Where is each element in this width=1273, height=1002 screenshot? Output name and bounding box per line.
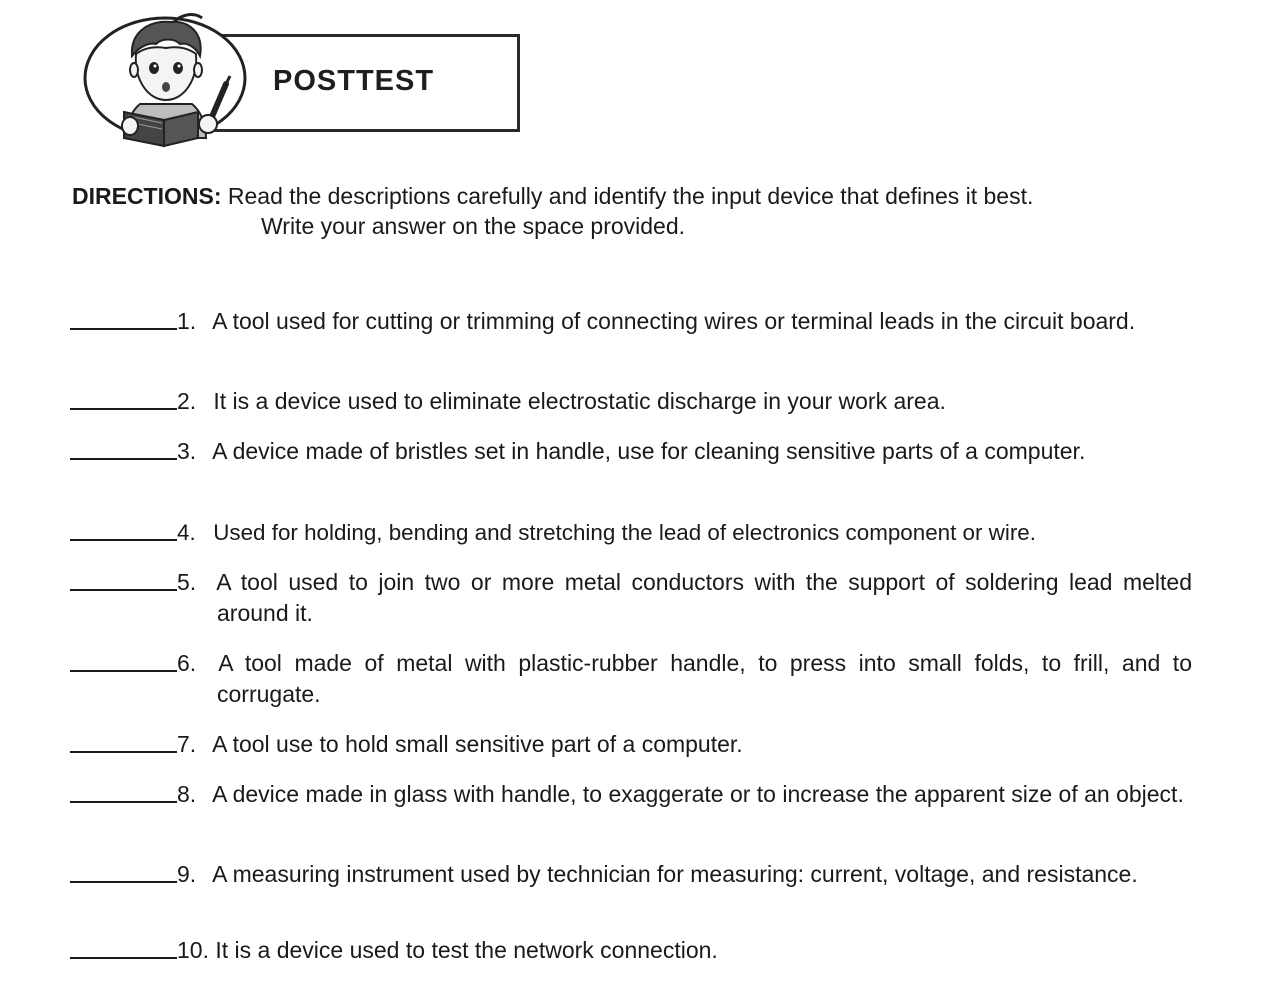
- question-text: A measuring instrument used by technician for measuring: current, voltage, and resistance.: [212, 861, 1138, 887]
- answer-blank[interactable]: [70, 386, 177, 410]
- answer-blank[interactable]: [70, 648, 177, 672]
- directions-line-2: Write your answer on the space provided.: [261, 213, 686, 239]
- answer-blank[interactable]: [70, 517, 177, 541]
- question-text: It is a device used to test the network connection.: [215, 937, 718, 963]
- question-text: A device made in glass with handle, to exaggerate or to increase the apparent size of an object.: [212, 781, 1184, 807]
- question-3: [70, 436, 1192, 467]
- question-5: [70, 567, 1192, 629]
- posttest-header: [70, 8, 530, 158]
- question-text: A tool used to join two or more metal conductors with the support of soldering lead melted around it.: [216, 569, 1192, 626]
- question-8: [70, 779, 1192, 810]
- question-number: 5.: [177, 569, 197, 595]
- question-6: [70, 648, 1192, 710]
- question-number: 6.: [177, 650, 197, 676]
- question-number: 3.: [177, 438, 197, 464]
- directions-label: DIRECTIONS:: [72, 183, 222, 209]
- student-reading-icon: [70, 8, 260, 158]
- page-title: POSTTEST: [273, 65, 435, 97]
- question-text: A device made of bristles set in handle, use for cleaning sensitive parts of a computer.: [212, 438, 1086, 464]
- answer-blank[interactable]: [70, 729, 177, 753]
- answer-blank[interactable]: [70, 306, 177, 330]
- question-9: [70, 859, 1192, 890]
- question-text: A tool use to hold small sensitive part of a computer.: [212, 731, 743, 757]
- question-4: [70, 517, 1192, 548]
- question-number: 9.: [177, 861, 197, 887]
- answer-blank[interactable]: [70, 436, 177, 460]
- question-10: [70, 935, 1192, 966]
- answer-blank[interactable]: [70, 779, 177, 803]
- question-text: It is a device used to eliminate electrostatic discharge in your work area.: [213, 388, 946, 414]
- directions: [72, 181, 1202, 241]
- directions-line-1: Read the descriptions carefully and identify the input device that defines it best.: [221, 183, 1034, 209]
- question-text: A tool made of metal with plastic-rubber handle, to press into small folds, to frill, and to corrugate.: [217, 650, 1192, 707]
- question-number: 1.: [177, 308, 197, 334]
- answer-blank[interactable]: [70, 859, 177, 883]
- question-text: Used for holding, bending and stretching the lead of electronics component or wire.: [213, 520, 1036, 545]
- question-1: [70, 306, 1192, 337]
- answer-blank[interactable]: [70, 935, 177, 959]
- answer-blank[interactable]: [70, 567, 177, 591]
- question-number: 2.: [177, 388, 197, 414]
- question-number: 10.: [177, 937, 209, 963]
- question-2: [70, 386, 1192, 417]
- question-number: 8.: [177, 781, 197, 807]
- question-number: 7.: [177, 731, 197, 757]
- question-number: 4.: [177, 520, 196, 545]
- question-text: A tool used for cutting or trimming of connecting wires or terminal leads in the circuit board.: [212, 308, 1136, 334]
- question-7: [70, 729, 1192, 760]
